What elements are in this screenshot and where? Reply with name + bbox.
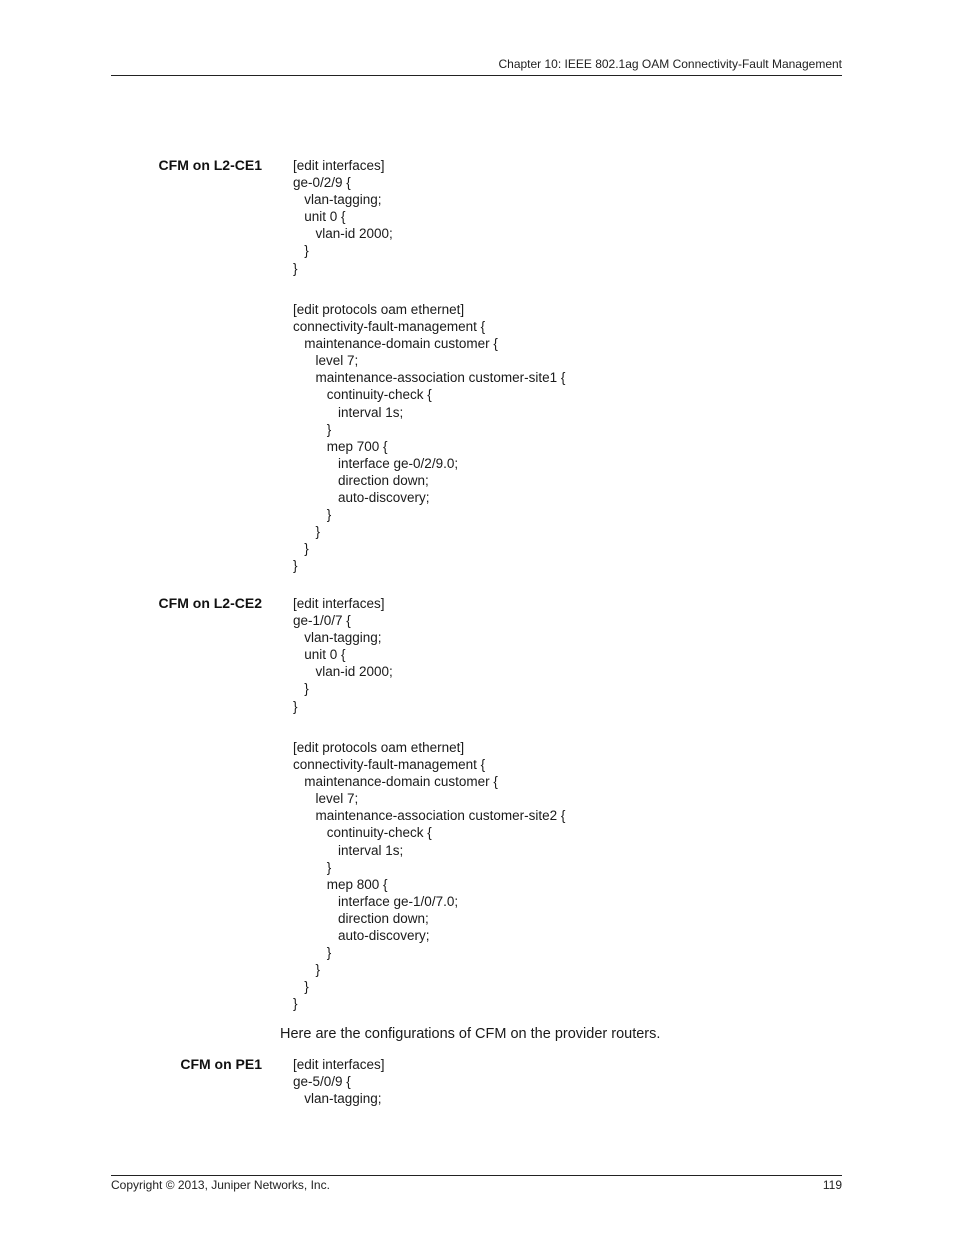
code-block-ce1-interfaces: [edit interfaces] ge-0/2/9 { vlan-tagging; unit 0 { vlan-id 2000; } }	[293, 158, 393, 276]
code-block-ce2-interfaces: [edit interfaces] ge-1/0/7 { vlan-tagging; unit 0 { vlan-id 2000; } }	[293, 596, 393, 714]
provider-intro-paragraph: Here are the configurations of CFM on the provider routers.	[280, 1026, 661, 1042]
footer-rule	[111, 1175, 842, 1176]
section-label-pe1: CFM on PE1	[180, 1056, 262, 1072]
code-block-pe1-interfaces: [edit interfaces] ge-5/0/9 { vlan-tagging;	[293, 1057, 385, 1107]
section-label-l2-ce2: CFM on L2-CE2	[158, 595, 262, 611]
header-rule	[111, 75, 842, 76]
code-block-ce2-protocols: [edit protocols oam ethernet] connectivity-fault-management { maintenance-domain customer { level 7; maintenance-association customer-site2 { continuity-check { interval 1s; } mep 800 { interface ge-1/0/7.0; direction down; auto-discovery; } } } }	[293, 740, 566, 1012]
page-number: 119	[822, 1178, 842, 1192]
code-block-ce1-protocols: [edit protocols oam ethernet] connectivity-fault-management { maintenance-domain customer { level 7; maintenance-association customer-site1 { continuity-check { interval 1s; } mep 700 { interface ge-0/2/9.0; direction down; auto-discovery; } } } }	[293, 302, 566, 574]
running-header: Chapter 10: IEEE 802.1ag OAM Connectivity-Fault Management	[498, 57, 842, 71]
section-label-l2-ce1: CFM on L2-CE1	[158, 157, 262, 173]
copyright-text: Copyright © 2013, Juniper Networks, Inc.	[111, 1178, 330, 1192]
